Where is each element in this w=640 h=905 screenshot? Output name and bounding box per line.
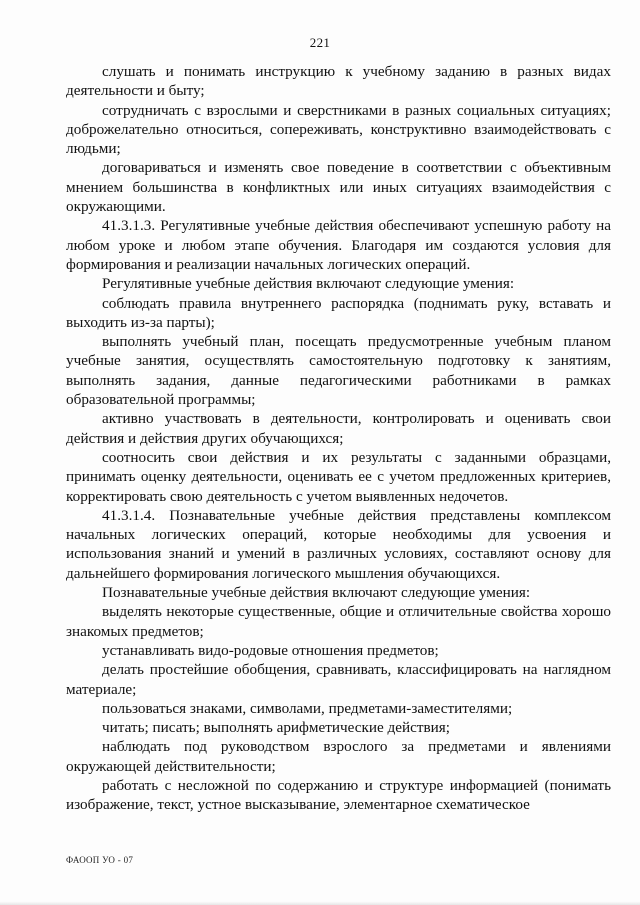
paragraph: 41.3.1.3. Регулятивные учебные действия обеспечивают успешную работу на любом уроке и любом этапе обучения. Благодаря им создаются условия для формирования и реализации начальных логических операций. [66, 217, 611, 273]
paragraph: активно участвовать в деятельности, контролировать и оценивать свои действия и действия других обучающихся; [66, 410, 611, 447]
paragraph: выполнять учебный план, посещать предусмотренные учебным планом учебные занятия, осуществлять самостоятельную подготовку к занятиям, выполнять задания, данные педагогическими работниками в рамках образовательной программы; [66, 333, 611, 409]
paragraph: слушать и понимать инструкцию к учебному заданию в разных видах деятельности и быту; [66, 63, 611, 100]
paragraph: работать с несложной по содержанию и структуре информацией (понимать изображение, текст, устное высказывание, элементарное схематическое [66, 776, 611, 814]
document-footer: ФАООП УО - 07 [66, 855, 134, 865]
paragraph: выделять некоторые существенные, общие и отличительные свойства хорошо знакомых предметов; [66, 603, 611, 640]
paragraph: договариваться и изменять свое поведение в соответствии с объективным мнением большинства в конфликтных или иных ситуациях взаимодействия с окружающими. [66, 159, 611, 216]
paragraph: делать простейшие обобщения, сравнивать, классифицировать на наглядном материале; [66, 661, 611, 698]
paragraph: пользоваться знаками, символами, предметами-заместителями; [102, 699, 513, 717]
paragraph: устанавливать видо-родовые отношения предметов; [102, 641, 439, 659]
paragraph: читать; писать; выполнять арифметические действия; [102, 719, 451, 737]
paragraph: наблюдать под руководством взрослого за предметами и явлениями окружающей действительности; [66, 738, 611, 775]
page-edge [0, 901, 640, 905]
paragraph: Регулятивные учебные действия включают следующие умения: [102, 275, 515, 293]
paragraph: соотносить свои действия и их результаты с заданными образцами, принимать оценку деятельности, оценивать ее с учетом предложенных критериев, корректировать свою деятельность с учетом выявленных недочетов. [66, 448, 611, 505]
paragraph: соблюдать правила внутреннего распорядка (поднимать руку, вставать и выходить из-за парты); [66, 294, 611, 331]
document-body [66, 62, 611, 815]
page-number: 221 [309, 35, 331, 50]
paragraph: 41.3.1.4. Познавательные учебные действия представлены комплексом начальных логических операций, которые необходимы для усвоения и использования знаний и умений в различных условиях, составляют основу для дальнейшего формирования логического мышления обучающихся. [66, 506, 611, 582]
paragraph: Познавательные учебные действия включают следующие умения: [102, 584, 531, 602]
paragraph: сотрудничать с взрослыми и сверстниками в разных социальных ситуациях; доброжелательно относиться, сопереживать, конструктивно взаимодействовать с людьми; [66, 101, 611, 158]
